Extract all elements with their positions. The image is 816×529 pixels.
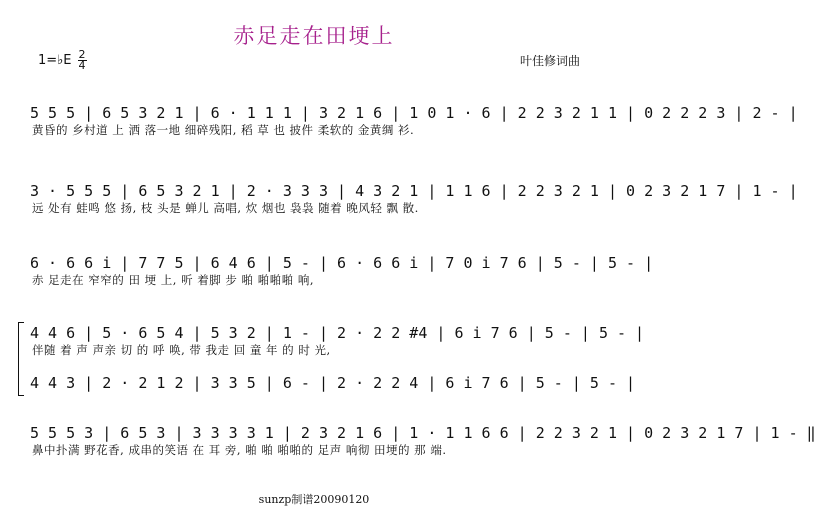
- score-system-2: [30, 178, 798, 218]
- score-system-1: [30, 100, 798, 140]
- score-system-4-upper: [30, 320, 645, 360]
- transcriber-credit: sunzp制谱20090120: [258, 493, 370, 506]
- score-system-4-lower: [30, 370, 636, 392]
- time-signature-bottom: 4: [78, 59, 86, 72]
- time-signature: [78, 50, 87, 71]
- key-signature: [38, 50, 87, 71]
- composer-credit: 叶佳修词曲: [519, 54, 580, 68]
- time-signature-top: 2: [78, 48, 86, 61]
- part-bracket: [18, 322, 24, 396]
- lyrics-line: 黄昏的 乡村道 上 洒 落一地 细碎残阳, 稻 草 也 披件 柔软的 金黄绸 衫.: [32, 123, 415, 137]
- notes-line: 4 4 6 | 5 · 6 5 4 | 5 3 2 | 1 - | 2 · 2 2 #4 | 6 i 7 6 | 5 - | 5 - |: [30, 324, 645, 342]
- notes-line: 6 · 6 6 i | 7 7 5 | 6 4 6 | 5 - | 6 · 6 6 i | 7 0 i 7 6 | 5 - | 5 - |: [30, 254, 654, 272]
- song-title: 赤足走在田埂上: [233, 24, 395, 48]
- score-system-5: [30, 420, 816, 460]
- notes-line: 5 5 5 | 6 5 3 2 1 | 6 · 1 1 1 | 3 2 1 6 | 1 0 1 · 6 | 2 2 3 2 1 1 | 0 2 2 2 3 | 2 - |: [30, 104, 798, 122]
- lyrics-line: 远 处有 蛙鸣 悠 扬, 枝 头是 蝉儿 高唱, 炊 烟也 袅袅 随着 晚风轻 飘 散.: [32, 201, 419, 215]
- score-system-3: [30, 250, 654, 290]
- lyrics-line: 赤 足走在 窄窄的 田 埂 上, 听 着脚 步 啪 啪啪啪 响,: [32, 273, 315, 287]
- key-label: 1=♭E: [38, 53, 72, 68]
- notes-line: 3 · 5 5 5 | 6 5 3 2 1 | 2 · 3 3 3 | 4 3 2 1 | 1 1 6 | 2 2 3 2 1 | 0 2 3 2 1 7 | 1 - |: [30, 182, 798, 200]
- lyrics-line: 伴随 着 声 声亲 切 的 呼 唤, 带 我走 回 童 年 的 时 光,: [32, 343, 331, 357]
- notes-line: 5 5 5 3 | 6 5 3 | 3 3 3 3 1 | 2 3 2 1 6 | 1 · 1 1 6 6 | 2 2 3 2 1 | 0 2 3 2 1 7 | 1 - ‖: [30, 424, 816, 442]
- lyrics-line: 鼻中扑满 野花香, 成串的笑语 在 耳 旁, 啪 啪 啪啪的 足声 响彻 田埂的 那 端.: [32, 443, 447, 457]
- notes-line: 4 4 3 | 2 · 2 1 2 | 3 3 5 | 6 - | 2 · 2 2 4 | 6 i 7 6 | 5 - | 5 - |: [30, 374, 636, 392]
